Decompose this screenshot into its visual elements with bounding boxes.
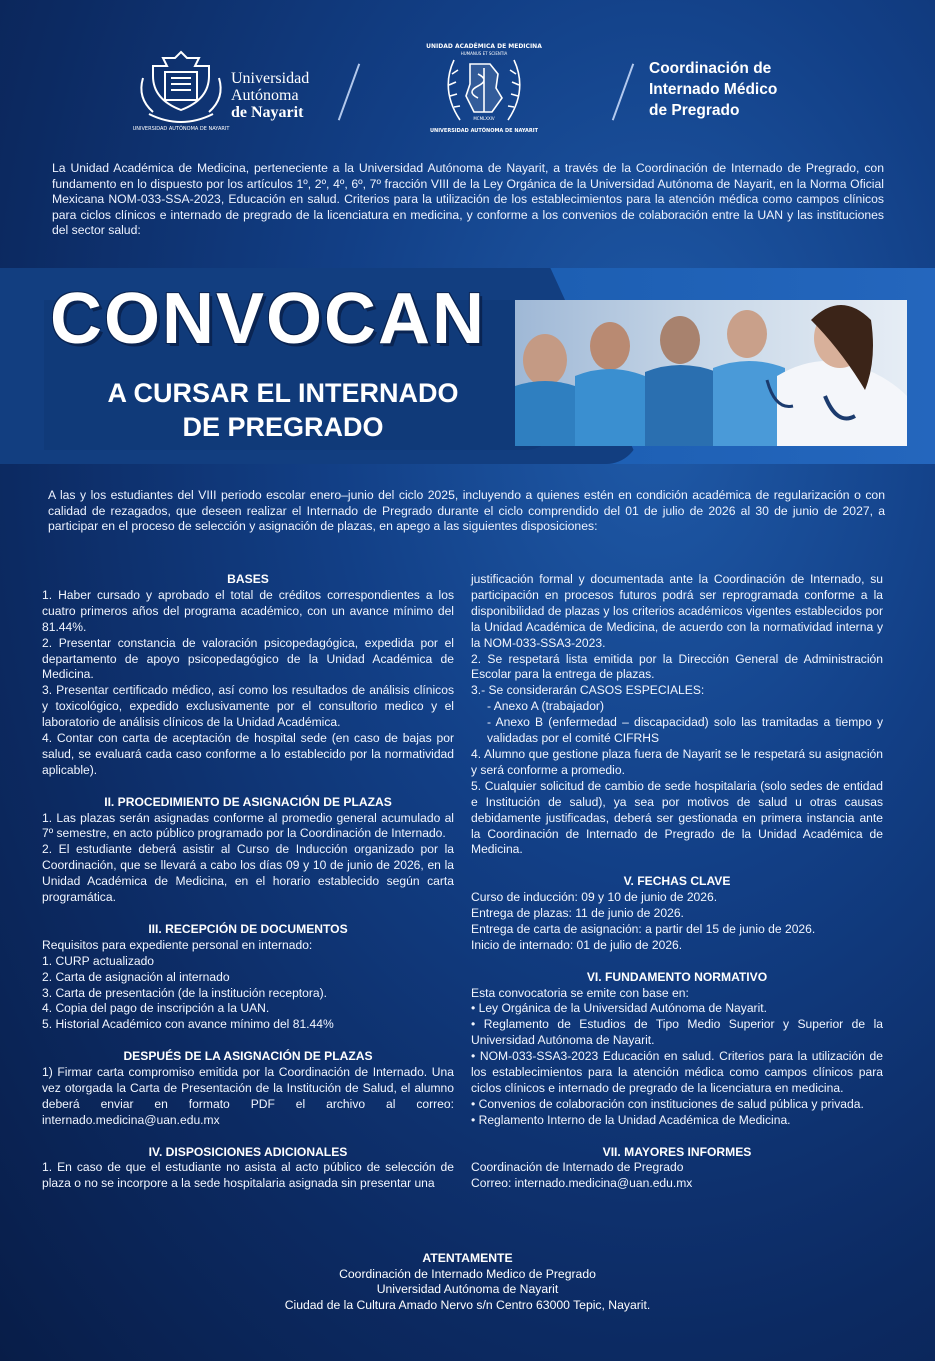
list-item: Coordinación de Internado de Pregrado: [471, 1160, 684, 1175]
section-informes: [471, 1145, 883, 1193]
footer-head: ATENTAMENTE: [422, 1251, 513, 1265]
section-title: IV. DISPOSICIONES ADICIONALES: [148, 1144, 348, 1159]
svg-text:HUMANUS ET SCIENTIA: HUMANUS ET SCIENTIA: [460, 51, 508, 56]
list-item: Inicio de internado: 01 de julio de 2026.: [471, 937, 683, 952]
list-item: • NOM-033-SSA3-2023 Educación en salud. Criterios para la utilización de los establecimientos para la atención médica como campos clínicos para ciclos clínicos e internado de pregrado de la licenciatura en medicina.: [471, 1049, 883, 1095]
list-item: 2. Carta de asignación al internado: [42, 969, 230, 984]
list-item: 5. Historial Académico con avance mínimo del 81.44%: [42, 1017, 334, 1032]
section-disposiciones-cont: [471, 572, 883, 858]
right-column: [471, 572, 883, 1208]
list-item: 2. Presentar constancia de valoración psicopedagógica, expedida por el departamento de apoyo psicopedagógico de la Unidad Académica de Medicina.: [42, 635, 454, 682]
left-column: [42, 572, 454, 1208]
list-item: 3.- Se considerarán CASOS ESPECIALES:: [471, 683, 705, 698]
list-item: • Ley Orgánica de la Universidad Autónoma de Nayarit.: [471, 1001, 767, 1016]
list-item: • Reglamento Interno de la Unidad Académica de Medicina.: [471, 1112, 791, 1127]
section-recepcion: [42, 922, 454, 1033]
section-title: BASES: [227, 572, 269, 586]
divider-slash: [338, 63, 360, 120]
list-item: 1. Haber cursado y aprobado el total de créditos correspondientes a los cuatro primeros años del programa académico, con un avance mínimo del 81.44%.: [42, 587, 454, 634]
header-logos: [0, 40, 935, 140]
section-procedimiento: [42, 795, 454, 906]
section-bases: [42, 572, 454, 779]
section-title: DESPUÉS DE LA ASIGNACIÓN DE PLAZAS: [123, 1049, 373, 1064]
intro-paragraph: La Unidad Académica de Medicina, perteneciente a la Universidad Autónoma de Nayarit, a través de la Coordinación de Internado de Pregrado, con fundamento en lo dispuesto por los artículos 1º, 2º, 4º, 6º, 7º fracción VIII de la Ley Orgánica de la Universidad Autónoma de Nayarit, en la Norma Oficial Mexicana NOM-033-SSA-2023, Educación en salud. Criterios para la utilización de los establecimientos para la atención médica como campos clínicos para ciclos clínicos e internado de pregrado de la licenciatura en medicina, y conforme a los convenios de colaboración entre la UAN y las instituciones del sector salud:: [52, 161, 884, 238]
list-item: 5. Cualquier solicitud de cambio de sede hospitalaria (solo sedes de entidad e Institución de salud), ya sea por motivos de salud u otras causas debidamente justificadas, deberá ser gestionada en primera instancia ante la Coordinación de Internado de Pregrado de la Unidad Académica de Medicina.: [471, 778, 883, 857]
section-title: II. PROCEDIMIENTO DE ASIGNACIÓN DE PLAZAS: [104, 794, 392, 809]
banner-title: CONVOCAN: [49, 279, 486, 359]
doctors-photo: [515, 300, 907, 446]
list-item: 1) Firmar carta compromiso emitida por la Coordinación de Internado. Una vez otorgada la Carta de Presentación de la Institución de Salud, el alumno deberá enviar en formato PDF el archivo al correo: internado.medicina@uan.edu.mx: [42, 1065, 454, 1127]
section-title: V. FECHAS CLAVE: [623, 874, 731, 889]
section-title: VI. FUNDAMENTO NORMATIVO: [586, 969, 768, 984]
list-item: Requisitos para expediente personal en internado:: [42, 937, 313, 952]
footer-line: Coordinación de Internado Medico de Pregrado: [339, 1266, 596, 1281]
list-item: Entrega de carta de asignación: a partir del 15 de junio de 2026.: [471, 921, 816, 936]
footer-line: Universidad Autónoma de Nayarit: [376, 1282, 559, 1297]
list-item: Curso de inducción: 09 y 10 de junio de 2026.: [471, 890, 718, 905]
banner-subtitle: A CURSAR EL INTERNADO DE PREGRADO: [107, 378, 459, 442]
list-item: 4. Alumno que gestione plaza fuera de Nayarit se le respetará su asignación y será conforme a promedio.: [471, 746, 883, 777]
list-item: 2. El estudiante deberá asistir al Curso de Inducción organizado por la Coordinación, que se llevará a cabo los días 09 y 10 de junio de 2026, en la Unidad Académica de Medicina, en el horario establecido según carta programática.: [42, 842, 454, 905]
section-fundamento: [471, 970, 883, 1129]
list-item: - Anexo A (trabajador): [487, 699, 604, 714]
svg-text:UNIVERSIDAD AUTÓNOMA DE NAYARI: UNIVERSIDAD AUTÓNOMA DE NAYARIT: [132, 126, 230, 132]
list-item: 2. Se respetará lista emitida por la Dirección General de Administración Escolar para la entrega de plazas.: [471, 651, 883, 682]
list-item: 4. Contar con carta de aceptación de hospital sede (en caso de bajas por salud, se evaluará cada caso conforme a lo establecido por la normatividad aplicable).: [42, 731, 454, 777]
svg-text:UNIDAD ACADÉMICA DE MEDICINA: UNIDAD ACADÉMICA DE MEDICINA: [426, 43, 542, 50]
section-disposiciones: [42, 1145, 454, 1193]
footer-signature: [0, 1251, 935, 1313]
list-item: justificación formal y documentada ante la Coordinación de Internado, su participación en procesos futuros podrá ser reprogramada conforme a la disponibilidad de plazas y los criterios académicos vigentes establecidos por la Unidad Académica de Medicina, de acuerdo con la normatividad interna y la NOM-033-SSA3-2023.: [471, 572, 883, 650]
coordination-title: Coordinación de Internado Médico de Pregrado: [649, 60, 778, 119]
list-item: • Reglamento de Estudios de Tipo Medio Superior y Superior de la Universidad Autónoma de Nayarit.: [471, 1017, 883, 1048]
uan-crest-logo: [132, 48, 230, 132]
list-item: 4. Copia del pago de inscripción a la UAN.: [42, 1001, 270, 1016]
svg-text:UNIVERSIDAD AUTÓNOMA DE NAYARI: UNIVERSIDAD AUTÓNOMA DE NAYARIT: [429, 128, 539, 134]
divider-slash: [612, 63, 634, 120]
list-item: 3. Presentar certificado médico, así como los resultados de análisis clínicos y toxicológico, expedido exclusivamente por el consultorio medico y el laboratorio de análisis clínicos de la Unidad Académica.: [42, 683, 454, 730]
section-despues: [42, 1049, 454, 1129]
list-item: Esta convocatoria se emite con base en:: [471, 985, 689, 1000]
uan-name: Universidad Autónoma de Nayarit: [231, 70, 310, 121]
list-item: 1. Las plazas serán asignadas conforme al promedio general acumulado al 7º semestre, en acto público programado por la Coordinación de Internado.: [42, 810, 454, 841]
list-item: Entrega de plazas: 11 de junio de 2026.: [471, 906, 684, 921]
lead-paragraph: A las y los estudiantes del VIII periodo escolar enero–junio del ciclo 2025, incluyendo a quienes estén en condición académica de regularización o con calidad de rezagados, que deseen realizar el Internado de Pregrado durante el ciclo comprendido del 01 de julio de 2026 al 30 de junio de 2027, a participar en el proceso de selección y asignación de plazas, en apego a las siguientes disposiciones:: [48, 488, 885, 534]
section-title: VII. MAYORES INFORMES: [602, 1144, 752, 1159]
list-item: 1. CURP actualizado: [42, 953, 155, 968]
section-title: III. RECEPCIÓN DE DOCUMENTOS: [148, 921, 348, 936]
footer-line: Ciudad de la Cultura Amado Nervo s/n Centro 63000 Tepic, Nayarit.: [284, 1297, 651, 1312]
list-item: 1. En caso de que el estudiante no asista al acto público de selección de plaza o no se incorpore a la sede hospitalaria asignada sin presentar una: [42, 1160, 454, 1191]
svg-text:MCMLXXIV: MCMLXXIV: [473, 116, 495, 121]
contact-email: Correo: internado.medicina@uan.edu.mx: [471, 1176, 693, 1191]
list-item: • Convenios de colaboración con instituciones de salud pública y privada.: [471, 1096, 864, 1111]
medicine-unit-seal: [426, 40, 542, 136]
list-item: - Anexo B (enfermedad – discapacidad) solo las tramitadas a tiempo y validadas por el comité CIFRHS: [487, 715, 883, 746]
list-item: 3. Carta de presentación (de la institución receptora).: [42, 985, 328, 1000]
section-fechas: [471, 874, 883, 954]
